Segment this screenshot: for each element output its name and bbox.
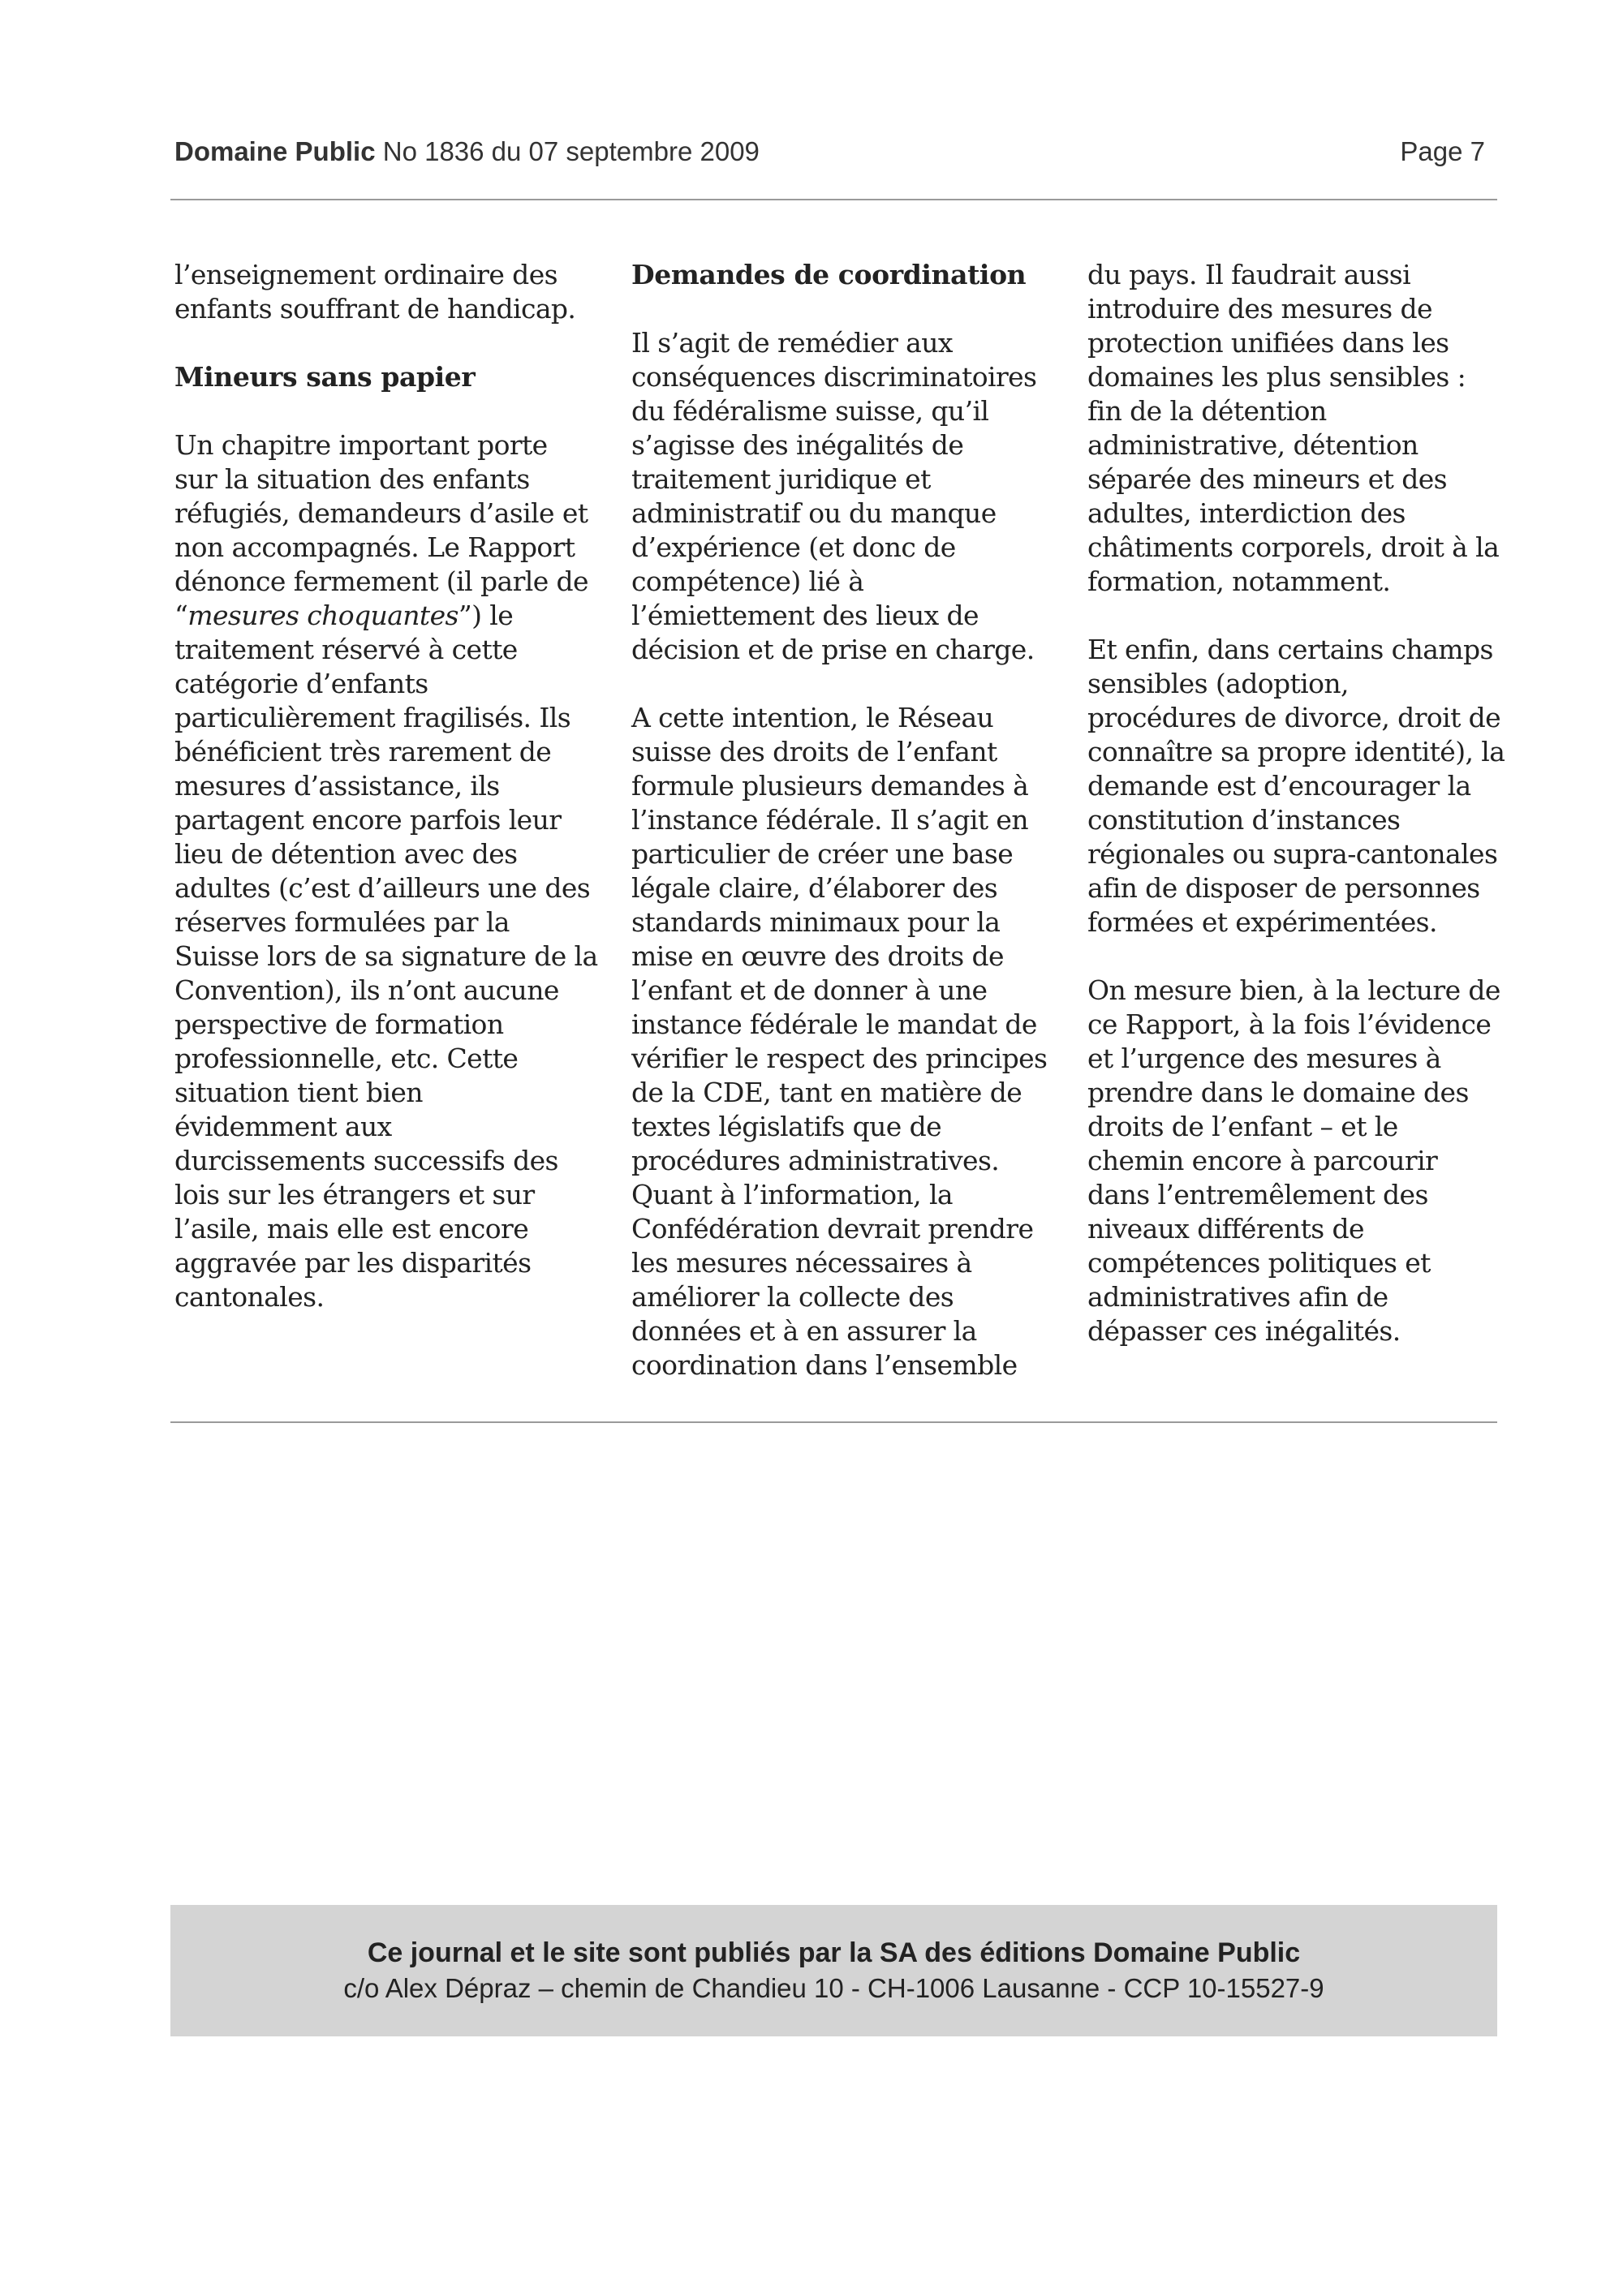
text-line: mesures d’assistance, ils <box>174 770 500 802</box>
article-column-2 <box>631 258 1070 1382</box>
publisher-footer <box>170 1905 1497 2036</box>
text-line: séparée des mineurs et des <box>1087 463 1448 495</box>
text-line: particulier de créer une base <box>631 838 1014 870</box>
text-line: traitement juridique et <box>631 463 931 495</box>
header-left <box>174 136 760 167</box>
text-line: non accompagnés. Le Rapport <box>174 531 575 563</box>
text-line: d’expérience (et donc de <box>631 531 956 563</box>
article-column-1 <box>174 258 613 1314</box>
text-line: adultes, interdiction des <box>1087 497 1406 529</box>
text-line: s’agisse des inégalités de <box>631 429 964 461</box>
text-line: réfugiés, demandeurs d’asile et <box>174 497 588 529</box>
text-line: situation tient bien <box>174 1077 423 1108</box>
text-line: cantonales. <box>174 1281 325 1313</box>
text-line: standards minimaux pour la <box>631 906 1001 938</box>
text-line: coordination dans l’ensemble <box>631 1349 1018 1381</box>
text-line: suisse des droits de l’enfant <box>631 736 997 767</box>
paragraph-gap <box>1087 599 1526 633</box>
text-line: administratives afin de <box>1087 1281 1388 1313</box>
text-line: particulièrement fragilisés. Ils <box>174 702 571 733</box>
text-line: conséquences discriminatoires <box>631 361 1037 393</box>
section-heading: Mineurs sans papier <box>174 361 476 393</box>
text-line: l’asile, mais elle est encore <box>174 1213 529 1245</box>
text-line: mise en œuvre des droits de <box>631 940 1004 972</box>
text-line: l’émiettement des lieux de <box>631 600 979 631</box>
text-line: formation, notamment. <box>1087 565 1391 597</box>
text-line: l’instance fédérale. Il s’agit en <box>631 804 1028 836</box>
publisher-address: c/o Alex Dépraz – chemin de Chandieu 10 - CH-1006 Lausanne - CCP 10-15527-9 <box>343 1973 1324 2003</box>
text-line: régionales ou supra-cantonales <box>1087 838 1498 870</box>
text-line: Un chapitre important porte <box>174 429 548 461</box>
text-line: et l’urgence des mesures à <box>1087 1043 1441 1074</box>
page-header <box>174 130 1493 172</box>
text-line: droits de l’enfant – et le <box>1087 1111 1398 1142</box>
text-line: données et à en assurer la <box>631 1315 977 1347</box>
text-line: vérifier le respect des principes <box>631 1043 1048 1074</box>
text-line: administrative, détention <box>1087 429 1419 461</box>
text-line: enfants souffrant de handicap. <box>174 293 576 325</box>
text-line: adultes (c’est d’ailleurs une des <box>174 872 591 904</box>
text-line: de la CDE, tant en matière de <box>631 1077 1022 1108</box>
text-line: textes législatifs que de <box>631 1111 942 1142</box>
text-line: du fédéralisme suisse, qu’il <box>631 395 989 427</box>
text-line: lois sur les étrangers et sur <box>174 1179 535 1210</box>
article-end-divider <box>170 1421 1497 1423</box>
text-line: décision et de prise en charge. <box>631 634 1035 665</box>
text-line: compétence) lié à <box>631 565 864 597</box>
text-line: dénonce fermement (il parle de <box>174 565 588 597</box>
text-line: fin de la détention <box>1087 395 1327 427</box>
text-line: légale claire, d’élaborer des <box>631 872 998 904</box>
text-line: formées et expérimentées. <box>1087 906 1437 938</box>
text-line: réserves formulées par la <box>174 906 510 938</box>
page-number: Page 7 <box>1400 136 1485 166</box>
text-line: procédures administratives. <box>631 1145 1000 1176</box>
text-line: bénéficient très rarement de <box>174 736 552 767</box>
text-line: On mesure bien, à la lecture de <box>1087 974 1500 1006</box>
text-line: dépasser ces inégalités. <box>1087 1315 1401 1347</box>
text-line: chemin encore à parcourir <box>1087 1145 1438 1176</box>
text-line: les mesures nécessaires à <box>631 1247 972 1279</box>
text-line: administratif ou du manque <box>631 497 997 529</box>
text-line: châtiments corporels, droit à la <box>1087 531 1500 563</box>
text-line: durcissements successifs des <box>174 1145 558 1176</box>
text-line: partagent encore parfois leur <box>174 804 562 836</box>
text-line: formule plusieurs demandes à <box>631 770 1029 802</box>
text-line: du pays. Il faudrait aussi <box>1087 259 1411 290</box>
text-line: aggravée par les disparités <box>174 1247 532 1279</box>
text-line: A cette intention, le Réseau <box>631 702 994 733</box>
text-line: ce Rapport, à la fois l’évidence <box>1087 1008 1492 1040</box>
text-line: domaines les plus sensibles : <box>1087 361 1466 393</box>
text-line: sensibles (adoption, <box>1087 668 1349 699</box>
paragraph-gap <box>1087 939 1526 974</box>
text-line: catégorie d’enfants <box>174 668 428 699</box>
text-line: afin de disposer de personnes <box>1087 872 1480 904</box>
text-line: demande est d’encourager la <box>1087 770 1471 802</box>
text-line: évidemment aux <box>174 1111 392 1142</box>
text-line: niveaux différents de <box>1087 1213 1364 1245</box>
text-line: lieu de détention avec des <box>174 838 518 870</box>
text-line: Et enfin, dans certains champs <box>1087 634 1493 665</box>
article-column-3 <box>1087 258 1526 1348</box>
text-line: constitution d’instances <box>1087 804 1401 836</box>
text-line: sur la situation des enfants <box>174 463 530 495</box>
paragraph-gap <box>174 326 613 360</box>
text-line: dans l’entremêlement des <box>1087 1179 1428 1210</box>
text-line: Il s’agit de remédier aux <box>631 327 953 359</box>
text-line: améliorer la collecte des <box>631 1281 954 1313</box>
header-divider <box>170 199 1497 200</box>
text-line: Convention), ils n’ont aucune <box>174 974 559 1006</box>
text-line: prendre dans le domaine des <box>1087 1077 1469 1108</box>
text-line: Suisse lors de sa signature de la <box>174 940 598 972</box>
text-line: professionnelle, etc. Cette <box>174 1043 519 1074</box>
publication-name: Domaine Public <box>174 136 376 166</box>
issue-info: No 1836 du 07 septembre 2009 <box>382 136 760 166</box>
text-line: Quant à l’information, la <box>631 1179 953 1210</box>
paragraph-gap <box>631 292 1070 326</box>
paragraph-gap <box>631 667 1070 701</box>
text-line: Confédération devrait prendre <box>631 1213 1034 1245</box>
text-line: perspective de formation <box>174 1008 504 1040</box>
text-line: l’enfant et de donner à une <box>631 974 988 1006</box>
text-line: “mesures choquantes”) le <box>174 600 514 631</box>
text-line: instance fédérale le mandat de <box>631 1008 1037 1040</box>
publisher-statement: Ce journal et le site sont publiés par la SA des éditions Domaine Public <box>367 1937 1301 1968</box>
text-line: protection unifiées dans les <box>1087 327 1449 359</box>
italic-quote: mesures choquantes <box>187 600 458 631</box>
text-line: traitement réservé à cette <box>174 634 518 665</box>
text-line: introduire des mesures de <box>1087 293 1432 325</box>
text-line: connaître sa propre identité), la <box>1087 736 1505 767</box>
text-line: l’enseignement ordinaire des <box>174 259 558 290</box>
text-line: procédures de divorce, droit de <box>1087 702 1501 733</box>
paragraph-gap <box>174 394 613 428</box>
section-heading: Demandes de coordination <box>631 259 1027 290</box>
text-line: compétences politiques et <box>1087 1247 1431 1279</box>
